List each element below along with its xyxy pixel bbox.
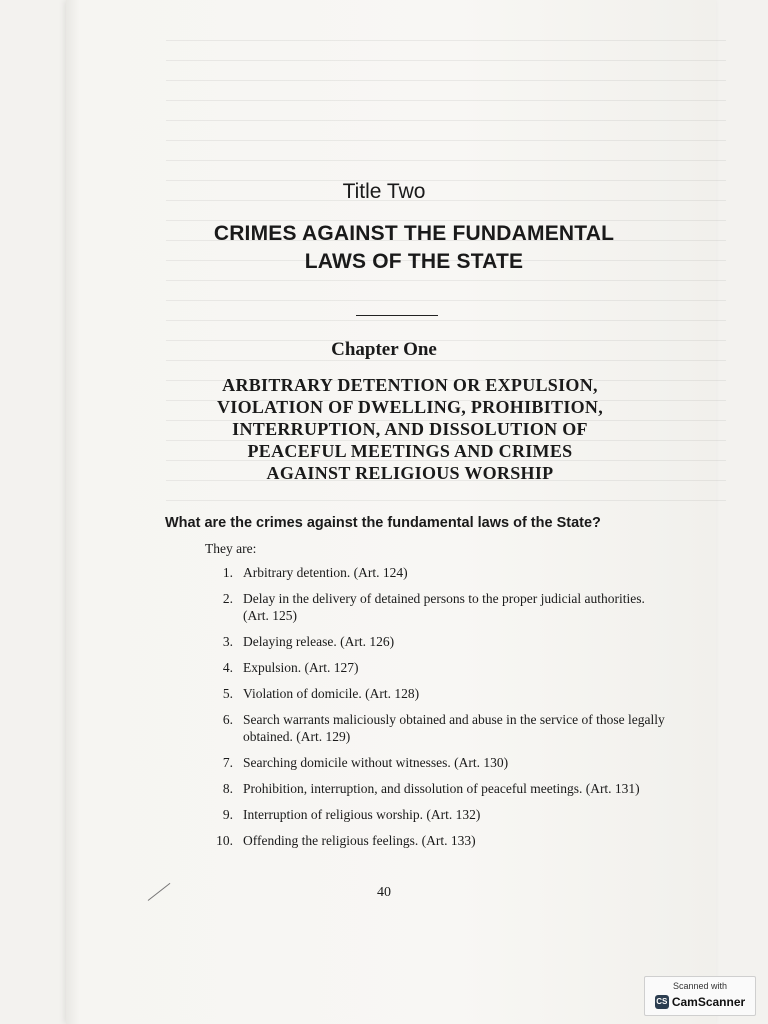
list-item-text: Delay in the delivery of detained persons to the proper judicial authorities. (Art. 125) (243, 591, 645, 623)
chapter-heading-line: ARBITRARY DETENTION OR EXPULSION, (222, 375, 598, 395)
watermark-brand-name: CamScanner (671, 995, 746, 1009)
watermark-brand (655, 995, 745, 1009)
main-heading (140, 220, 688, 276)
list-item-number: 10. (216, 833, 233, 848)
list-item-text: Arbitrary detention. (Art. 124) (243, 565, 408, 580)
camscanner-watermark (644, 976, 756, 1016)
list-item-text: Interruption of religious worship. (Art. 132) (243, 807, 481, 822)
main-heading-line: LAWS OF THE STATE (304, 250, 524, 273)
list-item-text: Searching domicile without witnesses. (Art. 130) (243, 755, 509, 770)
list-item (205, 754, 673, 771)
question-heading: What are the crimes against the fundamental laws of the State? (165, 515, 601, 531)
page-number: 40 (377, 885, 391, 900)
list-item (205, 685, 673, 702)
list-item-number: 3. (222, 634, 233, 649)
title-two: Title Two (342, 180, 426, 203)
list-item (205, 564, 673, 581)
document-page (66, 0, 716, 1024)
chapter-heading-line: AGAINST RELIGIOUS WORSHIP (266, 463, 554, 483)
list-item (205, 633, 673, 650)
camscanner-logo-icon: CS (655, 995, 669, 1009)
list-item-text: Prohibition, interruption, and dissolution of peaceful meetings. (Art. 131) (243, 781, 640, 796)
list-item-text: Expulsion. (Art. 127) (243, 660, 359, 675)
list-item-number: 4. (222, 660, 233, 675)
list-item-number: 6. (222, 712, 233, 727)
list-item (205, 590, 673, 624)
chapter-heading-line: INTERRUPTION, AND DISSOLUTION OF (232, 419, 588, 439)
list-item-number: 7. (222, 755, 233, 770)
list-item-text: Delaying release. (Art. 126) (243, 634, 395, 649)
watermark-caption: Scanned with (672, 981, 728, 991)
list-item-number: 1. (222, 565, 233, 580)
list-item (205, 659, 673, 676)
list-item (205, 832, 673, 849)
chapter-heading-line: VIOLATION OF DWELLING, PROHIBITION, (216, 397, 604, 417)
list-item-number: 2. (222, 591, 233, 606)
crimes-list (205, 564, 673, 858)
list-item-text: Offending the religious feelings. (Art. 133) (243, 833, 476, 848)
list-item-text: Search warrants maliciously obtained and abuse in the service of those legally obtained. (Art. 129) (243, 712, 665, 744)
list-item-text: Violation of domicile. (Art. 128) (243, 686, 420, 701)
list-item-number: 9. (222, 807, 233, 822)
list-item (205, 780, 673, 797)
chapter-heading-line: PEACEFUL MEETINGS AND CRIMES (247, 441, 573, 461)
list-item (205, 711, 673, 745)
main-heading-line: CRIMES AGAINST THE FUNDAMENTAL (213, 222, 615, 245)
list-item-number: 5. (222, 686, 233, 701)
section-divider (356, 315, 438, 316)
list-item (205, 806, 673, 823)
list-item-number: 8. (222, 781, 233, 796)
chapter-title: Chapter One (331, 339, 437, 360)
intro-text: They are: (205, 541, 257, 556)
chapter-heading (160, 374, 660, 484)
